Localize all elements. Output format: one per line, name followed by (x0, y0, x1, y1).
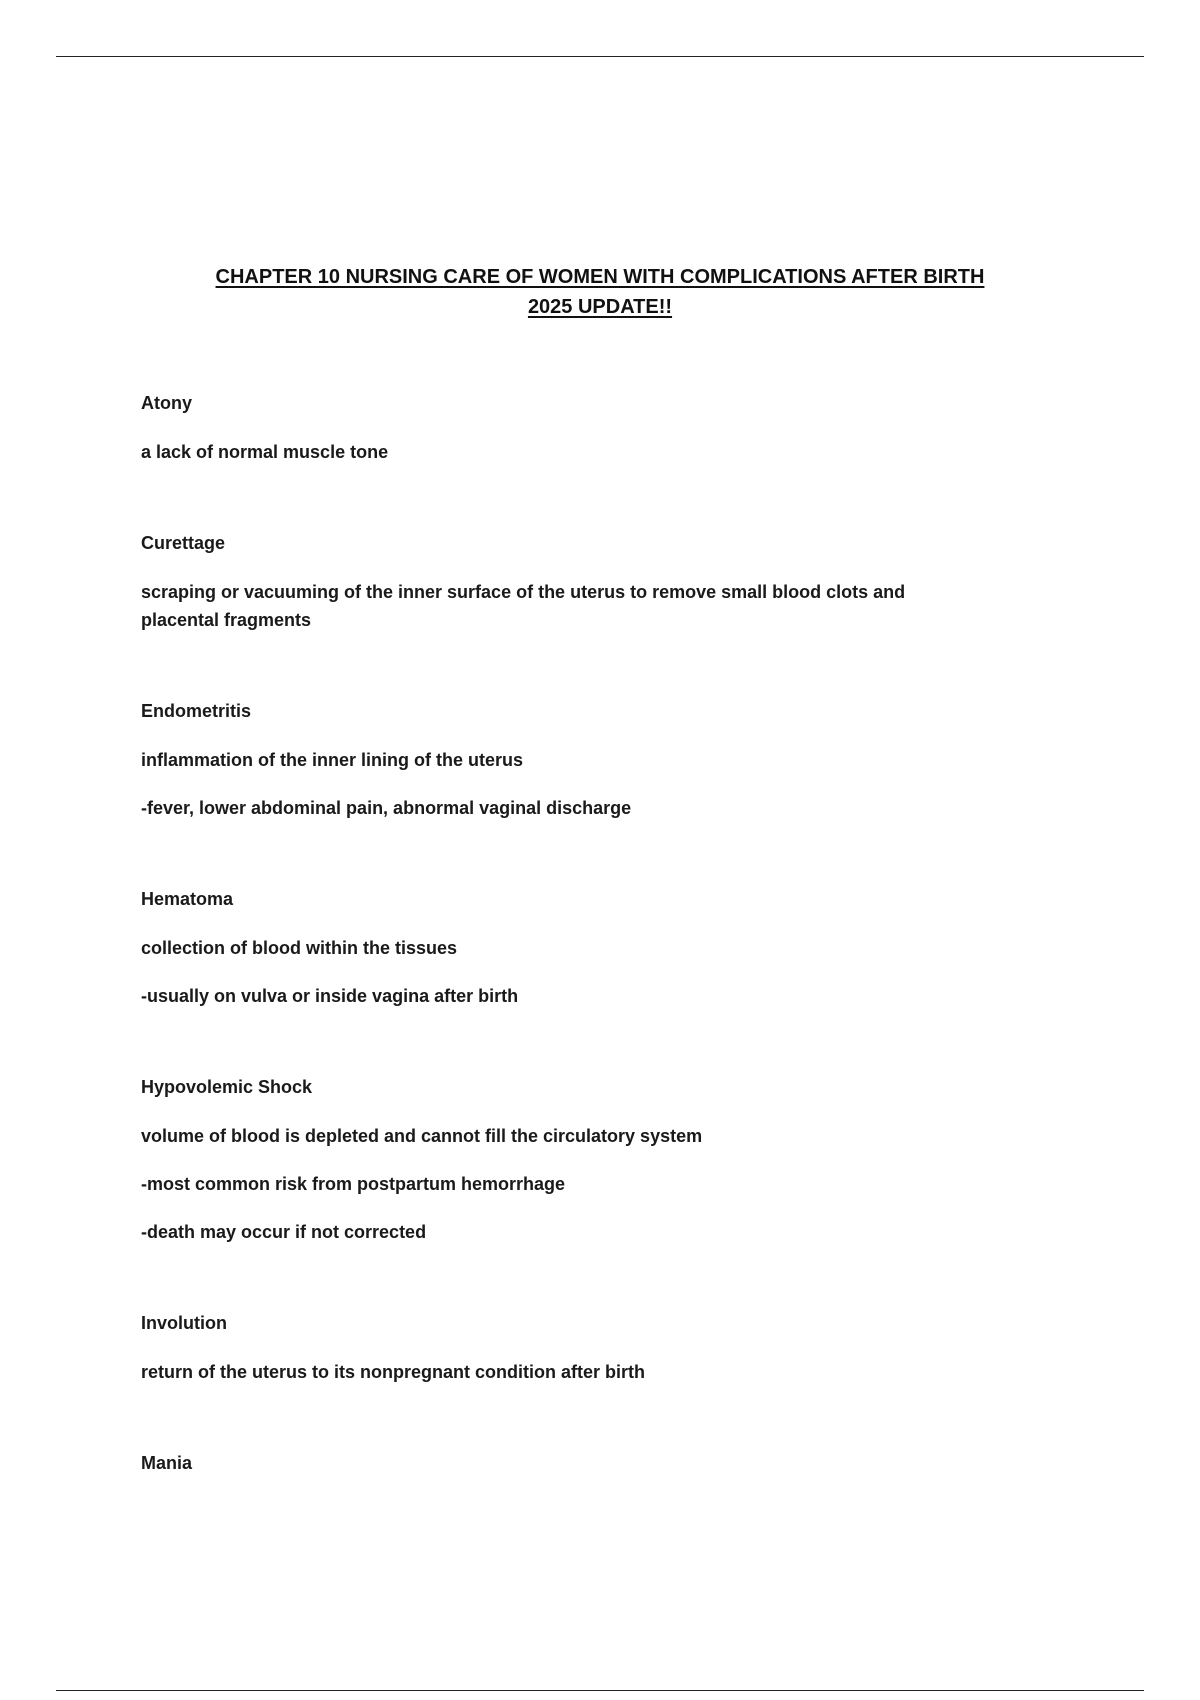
entry-term: Hematoma (141, 889, 234, 909)
entry-note: -fever, lower abdominal pain, abnormal vaginal discharge (141, 798, 632, 818)
entry-definition: scraping or vacuuming of the inner surface of the uterus to remove small blood clots and placental fragments (141, 582, 906, 630)
entry-note: -most common risk from postpartum hemorrhage (141, 1174, 566, 1194)
entry-definition: collection of blood within the tissues (141, 938, 458, 958)
glossary-entry (141, 698, 1041, 822)
entry-term: Atony (141, 393, 192, 413)
header-rule (56, 56, 1144, 57)
entry-term: Involution (141, 1313, 227, 1333)
entry-term: Curettage (141, 533, 226, 553)
glossary-entry (141, 1310, 1041, 1386)
entry-definition: a lack of normal muscle tone (141, 442, 389, 462)
glossary-entry (141, 530, 1041, 634)
footer-rule (56, 1690, 1144, 1691)
entry-term: Endometritis (141, 701, 252, 721)
entry-term: Hypovolemic Shock (141, 1077, 313, 1097)
entry-note: -death may occur if not corrected (141, 1222, 427, 1242)
entry-definition: volume of blood is depleted and cannot fill the circulatory system (141, 1126, 703, 1146)
glossary-entry (141, 1074, 1041, 1246)
entry-note: -usually on vulva or inside vagina after birth (141, 986, 519, 1006)
glossary-entry (141, 1450, 1041, 1476)
title-line-1: CHAPTER 10 NURSING CARE OF WOMEN WITH COMPLICATIONS AFTER BIRTH (215, 266, 985, 288)
entry-term: Mania (141, 1453, 193, 1473)
title-line-2: 2025 UPDATE!! (527, 296, 673, 318)
glossary-entries (141, 390, 1041, 1540)
glossary-entry (141, 886, 1041, 1010)
entry-definition: return of the uterus to its nonpregnant condition after birth (141, 1362, 645, 1382)
document-title (140, 262, 1060, 322)
glossary-entry (141, 390, 1041, 466)
entry-definition: inflammation of the inner lining of the uterus (141, 750, 523, 770)
